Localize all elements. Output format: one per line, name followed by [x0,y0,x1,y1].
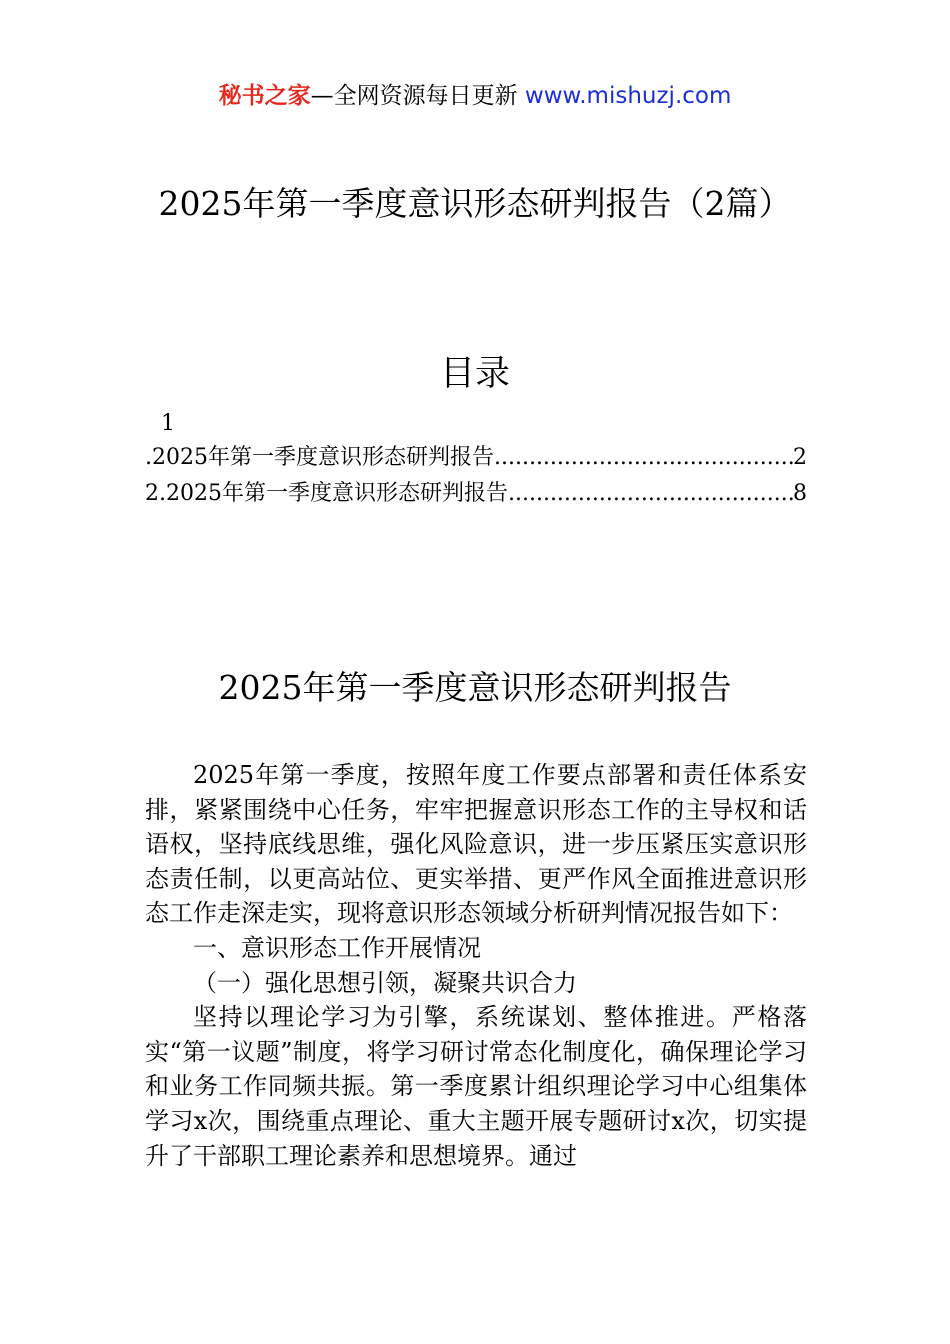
toc-entry[interactable] [145,476,807,512]
toc-entry-text: 2.2025年第一季度意识形态研判报告 [145,481,508,506]
body-paragraph: 坚持以理论学习为引擎，系统谋划、整体推进。严格落实“第一议题”制度，将学习研讨常态化制度化，确保理论学习和业务工作同频共振。第一季度累计组织理论学习中心组集体学习x次，围绕重点理论、重大主题开展专题研讨x次，切实提升了干部职工理论素养和思想境界。通过 [145,1003,807,1170]
table-of-contents [145,408,807,512]
toc-entry-text: .2025年第一季度意识形态研判报告 [145,445,494,470]
document-title: 2025年第一季度意识形态研判报告（2篇） [158,184,792,223]
toc-first-number: 1 [161,411,175,436]
body-text [145,758,807,1173]
site-url-link[interactable]: www.mishuzj.com [524,83,732,109]
heading-level-1: 一、意识形态工作开展情况 [193,933,481,962]
site-header [0,80,950,112]
toc-entry-page: 2 [793,445,807,470]
site-tagline: —全网资源每日更新 [310,83,518,109]
intro-paragraph: 2025年第一季度，按照年度工作要点部署和责任体系安排，紧紧围绕中心任务，牢牢把握意识形态工作的主导权和话语权，坚持底线思维，强化风险意识，进一步压紧压实意识形态责任制，以更高站位、更实举措、更严作风全面推进意识形态工作走深走实，现将意识形态领域分析研判情况报告如下： [145,761,807,928]
toc-leader-dots [494,440,793,476]
toc-entry[interactable] [145,440,807,476]
site-name: 秘书之家 [218,83,311,109]
toc-heading: 目录 [439,354,510,394]
toc-leader-dots [508,476,793,512]
heading-level-2: （一）强化思想引领，凝聚共识合力 [193,968,577,997]
toc-entry-page: 8 [793,481,807,506]
section-title: 2025年第一季度意识形态研判报告 [218,668,732,707]
